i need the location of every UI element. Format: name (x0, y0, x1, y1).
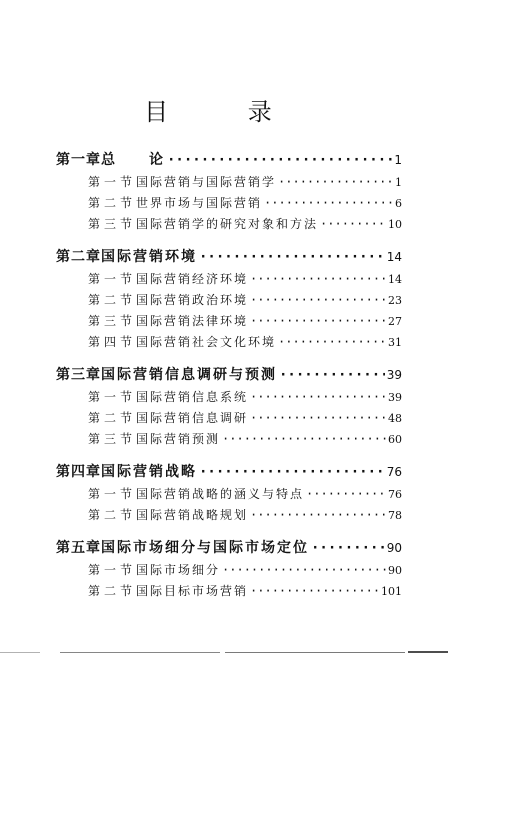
table-of-contents (56, 148, 402, 612)
page-title: 目 录 (144, 98, 308, 126)
section-entry[interactable] (56, 505, 402, 526)
chapter-number: 第二章 (56, 249, 101, 265)
section-number: 第一节 (88, 487, 137, 501)
chapter-entry[interactable] (56, 460, 402, 484)
dot-leader (167, 148, 392, 172)
chapter-entry[interactable] (56, 363, 402, 387)
section-title: 国际营销法律环境 (136, 314, 249, 328)
dot-leader (250, 311, 386, 332)
toc-chapter (56, 245, 402, 353)
page-number: 76 (386, 465, 402, 479)
dot-leader (199, 245, 385, 269)
dot-leader (222, 560, 386, 581)
section-number: 第一节 (88, 272, 137, 286)
toc-chapter (56, 460, 402, 526)
section-title: 国际市场细分 (136, 563, 221, 577)
divider-line (60, 652, 220, 653)
chapter-title: 总 论 (101, 152, 165, 168)
page-number: 90 (388, 564, 402, 577)
page-number: 31 (388, 336, 402, 349)
section-number: 第二节 (88, 411, 137, 425)
dot-leader (250, 505, 386, 526)
page-number: 101 (381, 585, 402, 598)
section-title: 国际营销学的研究对象和方法 (136, 217, 319, 231)
section-title: 国际目标市场营销 (136, 584, 249, 598)
dot-leader (306, 484, 386, 505)
page-number: 1 (395, 176, 402, 189)
section-title: 国际营销战略的涵义与特点 (136, 487, 305, 501)
section-title: 世界市场与国际营销 (136, 196, 263, 210)
chapter-entry[interactable] (56, 245, 402, 269)
dot-leader (250, 290, 386, 311)
section-number: 第一节 (88, 563, 137, 577)
section-number: 第一节 (88, 175, 137, 189)
divider-line (225, 652, 405, 653)
dot-leader (199, 460, 385, 484)
chapter-title: 国际市场细分与国际市场定位 (101, 540, 309, 556)
section-entry[interactable] (56, 193, 402, 214)
section-number: 第三节 (88, 314, 137, 328)
page-number: 1 (394, 153, 402, 167)
section-number: 第二节 (88, 196, 137, 210)
divider-line (0, 652, 40, 653)
dot-leader (222, 429, 386, 450)
chapter-number: 第五章 (56, 540, 101, 556)
chapter-title: 国际营销环境 (101, 249, 197, 265)
page-number: 60 (388, 433, 402, 446)
section-number: 第三节 (88, 432, 137, 446)
page-number: 23 (388, 294, 402, 307)
dot-leader (250, 387, 386, 408)
page-number: 14 (386, 250, 402, 264)
dot-leader (264, 193, 393, 214)
dot-leader (250, 269, 386, 290)
chapter-title: 国际营销战略 (101, 464, 197, 480)
section-entry[interactable] (56, 214, 402, 235)
dot-leader (250, 408, 386, 429)
page-number: 78 (388, 509, 402, 522)
dot-leader (279, 363, 385, 387)
section-title: 国际营销经济环境 (136, 272, 249, 286)
section-entry[interactable] (56, 311, 402, 332)
chapter-entry[interactable] (56, 148, 402, 172)
chapter-entry[interactable] (56, 536, 402, 560)
chapter-title: 国际营销信息调研与预测 (101, 367, 277, 383)
page-number: 90 (386, 541, 402, 555)
section-entry[interactable] (56, 332, 402, 353)
section-number: 第二节 (88, 584, 137, 598)
page-number: 39 (386, 368, 402, 382)
section-title: 国际营销战略规划 (136, 508, 249, 522)
page-number: 14 (388, 273, 402, 286)
section-entry[interactable] (56, 484, 402, 505)
section-entry[interactable] (56, 172, 402, 193)
dot-leader (311, 536, 385, 560)
section-number: 第二节 (88, 293, 137, 307)
section-title: 国际营销政治环境 (136, 293, 249, 307)
page-number: 10 (388, 218, 402, 231)
section-title: 国际营销预测 (136, 432, 221, 446)
dot-leader (250, 581, 379, 602)
section-entry[interactable] (56, 560, 402, 581)
section-entry[interactable] (56, 387, 402, 408)
chapter-number: 第四章 (56, 464, 101, 480)
section-entry[interactable] (56, 408, 402, 429)
chapter-number: 第三章 (56, 367, 101, 383)
section-title: 国际营销信息系统 (136, 390, 249, 404)
dot-leader (278, 172, 393, 193)
section-title: 国际营销社会文化环境 (136, 335, 277, 349)
section-entry[interactable] (56, 429, 402, 450)
section-title: 国际营销信息调研 (136, 411, 249, 425)
section-entry[interactable] (56, 290, 402, 311)
section-entry[interactable] (56, 269, 402, 290)
section-number: 第一节 (88, 390, 137, 404)
toc-chapter (56, 536, 402, 602)
toc-chapter (56, 363, 402, 450)
page-number: 27 (388, 315, 402, 328)
dot-leader (278, 332, 386, 353)
page-number: 6 (395, 197, 402, 210)
divider-line (408, 651, 448, 653)
page-number: 39 (388, 391, 402, 404)
page-number: 48 (388, 412, 402, 425)
chapter-number: 第一章 (56, 152, 101, 168)
dot-leader (320, 214, 386, 235)
page-number: 76 (388, 488, 402, 501)
section-number: 第四节 (88, 335, 137, 349)
section-number: 第二节 (88, 508, 137, 522)
toc-chapter (56, 148, 402, 235)
section-number: 第三节 (88, 217, 137, 231)
section-entry[interactable] (56, 581, 402, 602)
section-title: 国际营销与国际营销学 (136, 175, 277, 189)
